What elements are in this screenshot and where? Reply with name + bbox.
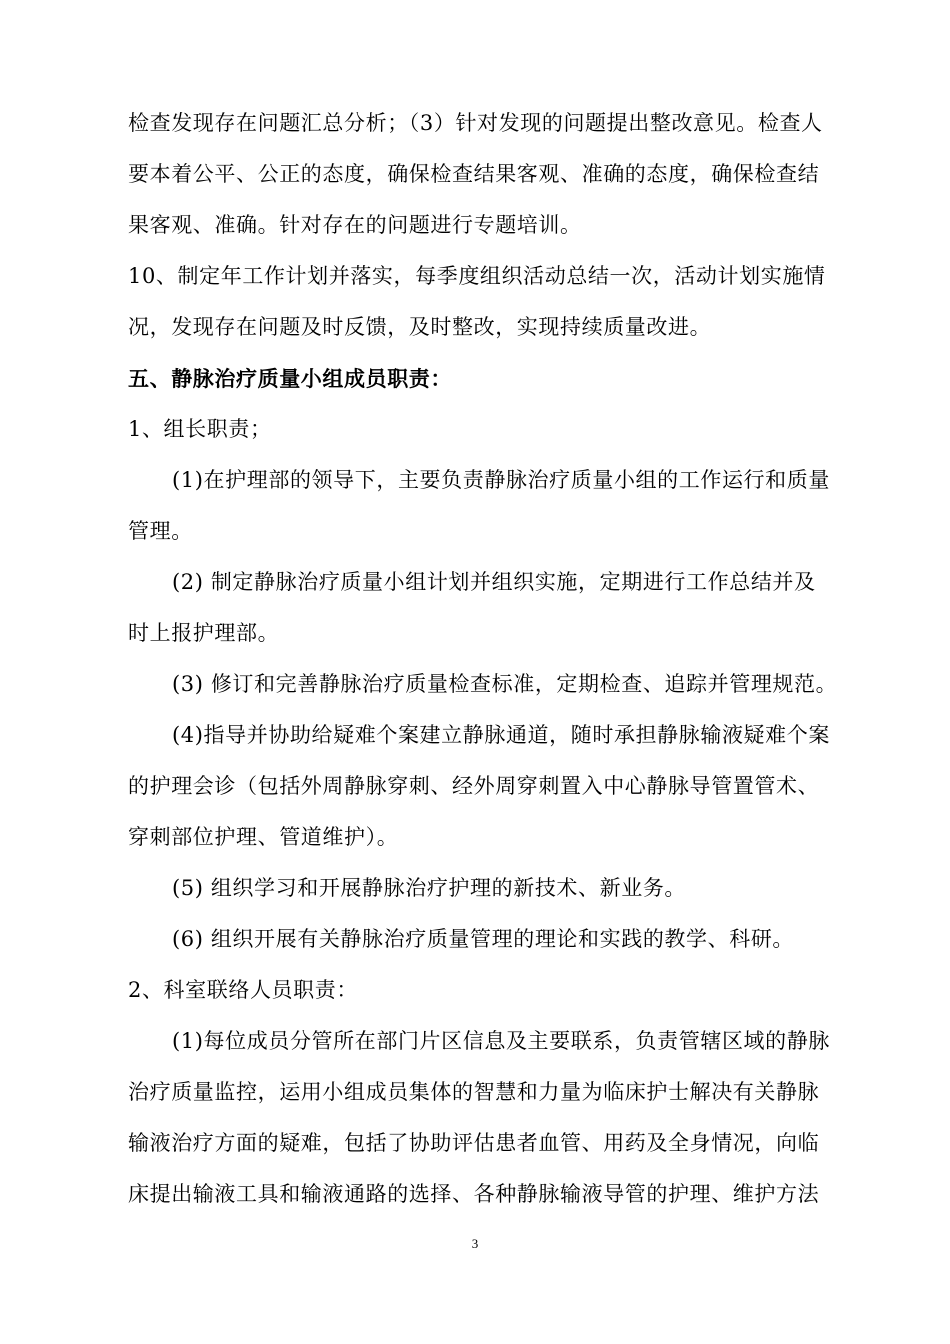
text-line: 管理。	[128, 519, 193, 543]
text-line: 况，发现存在问题及时反馈，及时整改，实现持续质量改进。	[128, 315, 712, 339]
list-item-text: (5) 组织学习和开展静脉治疗护理的新技术、新业务。	[172, 876, 687, 900]
text-line: 的护理会诊（包括外周静脉穿刺、经外周穿刺置入中心静脉导管置管术、	[128, 774, 820, 798]
list-item-text: (6) 组织开展有关静脉治疗质量管理的理论和实践的教学、科研。	[172, 927, 795, 951]
text-line: 输液治疗方面的疑难，包括了协助评估患者血管、用药及全身情况，向临	[128, 1131, 820, 1155]
list-item-text: (1)每位成员分管所在部门片区信息及主要联系，负责管辖区域的静脉	[172, 1029, 830, 1053]
text-line: 要本着公平、公正的态度，确保检查结果客观、准确的态度，确保检查结	[128, 162, 820, 186]
list-item-text: (2) 制定静脉治疗质量小组计划并组织实施，定期进行工作总结并及	[172, 570, 816, 594]
text-line: 果客观、准确。针对存在的问题进行专题培训。	[128, 213, 582, 237]
text-line: 床提出输液工具和输液通路的选择、各种静脉输液导管的护理、维护方法	[128, 1182, 820, 1206]
text-line: 治疗质量监控，运用小组成员集体的智慧和力量为临床护士解决有关静脉	[128, 1080, 820, 1104]
page-number: 3	[471, 1236, 479, 1251]
document-body	[128, 98, 858, 1220]
text-line: 时上报护理部。	[128, 621, 280, 645]
list-item-text: (3) 修订和完善静脉治疗质量检查标准，定期检查、追踪并管理规范。	[172, 672, 838, 696]
text-line: 10、制定年工作计划并落实，每季度组织活动总结一次，活动计划实施情	[128, 264, 826, 288]
text-line: 穿刺部位护理、管道维护）。	[128, 825, 399, 849]
section-heading: 五、静脉治疗质量小组成员职责：	[128, 366, 452, 391]
subsection-heading: 2、科室联络人员职责：	[128, 978, 358, 1002]
list-item-text: (1)在护理部的领导下，主要负责静脉治疗质量小组的工作运行和质量	[172, 468, 830, 492]
subsection-heading: 1、组长职责；	[128, 417, 272, 441]
list-item-text: (4)指导并协助给疑难个案建立静脉通道，随时承担静脉输液疑难个案	[172, 723, 830, 747]
text-line: 检查发现存在问题汇总分析；（3）针对发现的问题提出整改意见。检查人	[128, 111, 823, 135]
